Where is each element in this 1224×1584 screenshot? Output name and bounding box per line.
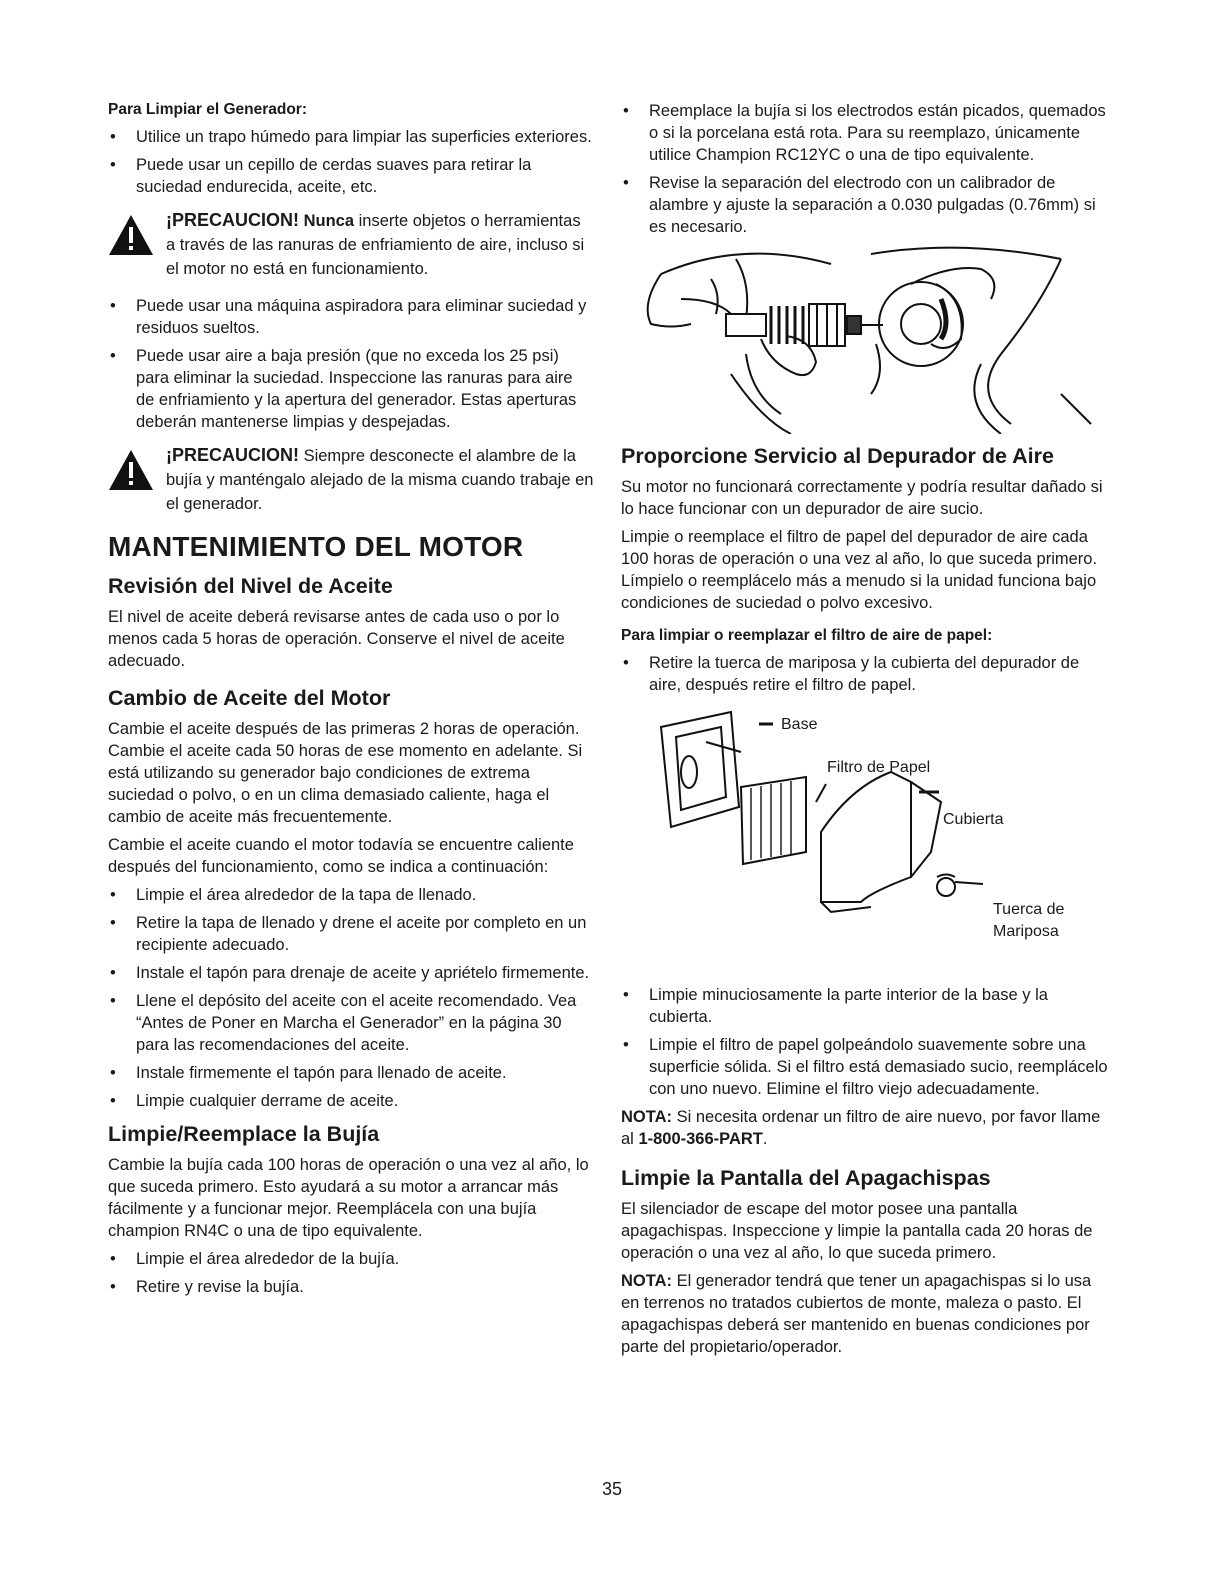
caution-text: Siempre desconecte el alambre de la bujía y manténgalo alejado de la misma cuando trabaje en el generador. (166, 447, 594, 513)
bullet: • (110, 156, 116, 174)
clean-generator-subheading: Para Limpiar el Generador: (108, 101, 307, 118)
list-item: • Limpie minuciosamente la parte interior de la base y la cubierta. (623, 986, 1048, 1026)
phone-number: 1-800-366-PART (638, 1130, 763, 1148)
diagram-label-wing-nut-2: Mariposa (993, 923, 1059, 940)
list-item: • Llene el depósito del aceite con el aceite recomendado. Vea “Antes de Poner en Marcha el Generador” en la página 30 para las recomendaciones del aceite. (110, 992, 577, 1054)
bullet: • (110, 992, 116, 1010)
note-label: NOTA: (621, 1272, 673, 1290)
heading-spark-arrester: Limpie la Pantalla del Apagachispas (621, 1166, 991, 1190)
bullet: • (623, 102, 629, 120)
list-item: • Limpie cualquier derrame de aceite. (110, 1092, 399, 1110)
bullet: • (110, 1064, 116, 1082)
list-item: • Puede usar una máquina aspiradora para eliminar suciedad y residuos sueltos. (110, 297, 587, 337)
paragraph-oil-change-2: Cambie el aceite cuando el motor todavía se encuentre caliente después del funcionamiento, como se indica a continuación: (108, 836, 574, 876)
bullet: • (110, 886, 116, 904)
caution-text: inserte objetos o herramientas a través de las ranuras de enfriamiento de aire, incluso si el motor no está en funcionamiento. (166, 212, 585, 278)
page-number: 35 (601, 1479, 623, 1499)
bullet: • (110, 1250, 116, 1268)
list-item: • Limpie el filtro de papel golpeándolo suavemente sobre una superficie sólida. Si el filtro está demasiado sucio, reemplácelo con uno nuevo. Elimine el filtro viejo adecuadamente. (623, 1036, 1108, 1098)
paragraph-air-cleaner-2: Limpie o reemplace el filtro de papel del depurador de aire cada 100 horas de operación o una vez al año, lo que suceda primero. Límpielo o reemplácelo más a menudo si la unidad funciona bajo condiciones de suciedad o polvo excesivo. (621, 528, 1098, 612)
warning-triangle-icon (108, 214, 154, 256)
air-filter-subheading: Para limpiar o reemplazar el filtro de aire de papel: (621, 627, 993, 644)
diagram-label-paper-filter: Filtro de Papel (827, 759, 931, 776)
bullet: • (110, 128, 116, 146)
list-item: • Limpie el área alrededor de la bujía. (110, 1250, 400, 1268)
bullet: • (110, 297, 116, 315)
list-item: • Puede usar aire a baja presión (que no exceda los 25 psi) para eliminar la suciedad. Inspeccione las ranuras para aire de enfriamiento y la apertura del generador. Estas aperturas deberán mantenerse limpias y despejadas. (110, 347, 577, 431)
list-item: • Puede usar un cepillo de cerdas suaves para retirar la suciedad endurecida, aceite, etc. (110, 156, 532, 196)
caution-title: ¡PRECAUCION! (166, 445, 299, 465)
right-column (621, 100, 1111, 1358)
bullet: • (110, 1278, 116, 1296)
note-label: NOTA: (621, 1108, 673, 1126)
bullet: • (110, 1092, 116, 1110)
bullet: • (623, 1036, 629, 1054)
clean-list-2 (108, 295, 594, 433)
caution-note-2 (108, 443, 594, 516)
bullet: • (110, 914, 116, 932)
paragraph-spark-arrester: El silenciador de escape del motor posee una pantalla apagachispas. Inspeccione y limpie la pantalla cada 20 horas de operación o una vez al año, lo que suceda primero. (621, 1200, 1093, 1262)
heading-air-cleaner: Proporcione Servicio al Depurador de Aire (621, 444, 1054, 468)
diagram-label-wing-nut-1: Tuerca de (993, 901, 1065, 918)
bullet: • (110, 964, 116, 982)
paragraph-air-cleaner-1: Su motor no funcionará correctamente y podría resultar dañado si lo hace funcionar con un depurador de aire sucio. (621, 478, 1103, 518)
paragraph-spark-plug: Cambie la bujía cada 100 horas de operación o una vez al año, lo que suceda primero. Esto ayudará a su motor a arrancar más fácilmente y a funcionar mejor. Reemplácela con una bujía champion RN4C o una de tipo equivalente. (108, 1156, 589, 1240)
list-item: • Instale firmemente el tapón para llenado de aceite. (110, 1064, 507, 1082)
note-text: El generador tendrá que tener un apagachispas si lo usa en terrenos no tratados cubiertos de monte, maleza o pasto. El apagachispas deberá ser mantenido en buenas condiciones por parte del propietario/operador. (621, 1272, 1092, 1356)
heading-oil-level: Revisión del Nivel de Aceite (108, 574, 393, 598)
bullet: • (110, 347, 116, 365)
paragraph-oil-change-1: Cambie el aceite después de las primeras 2 horas de operación. Cambie el aceite cada 50 horas de ese momento en adelante. Si está utilizando su generador bajo condiciones de extrema suciedad o polvo, o en un clima demasiado caliente, haga el cambio de aceite más frecuentemente. (108, 720, 583, 826)
caution-note-1 (108, 208, 594, 281)
diagram-label-base: Base (781, 716, 818, 733)
paragraph-oil-level: El nivel de aceite deberá revisarse antes de cada uso o por lo menos cada 5 horas de operación. Conserve el nivel de aceite adecuado. (108, 608, 565, 670)
list-item: • Revise la separación del electrodo con un calibrador de alambre y ajuste la separación a 0.030 pulgadas (0.76mm) si es necesario. (623, 174, 1096, 236)
heading-oil-change: Cambio de Aceite del Motor (108, 686, 391, 710)
bullet: • (623, 174, 629, 192)
heading-spark-plug: Limpie/Reemplace la Bujía (108, 1122, 380, 1146)
list-item: • Instale el tapón para drenaje de aceite y apriételo firmemente. (110, 964, 590, 982)
list-item: • Reemplace la bujía si los electrodos están picados, quemados o si la porcelana está rota. Para su reemplazo, únicamente utilice Champion RC12YC o una de tipo equivalente. (623, 102, 1106, 164)
warning-triangle-icon (108, 449, 154, 491)
spark-plug-list-continued (621, 100, 1111, 238)
list-item: • Retire la tuerca de mariposa y la cubierta del depurador de aire, después retire el filtro de papel. (623, 654, 1080, 694)
section-heading-engine-maintenance: MANTENIMIENTO DEL MOTOR (108, 531, 524, 562)
air-filter-list-2 (621, 984, 1111, 1100)
bullet: • (623, 654, 629, 672)
oil-change-list (108, 884, 594, 1112)
left-column (108, 100, 594, 1304)
note-spark-arrester (621, 1270, 1111, 1358)
clean-list (108, 126, 594, 198)
diagram-label-cover: Cubierta (943, 811, 1004, 828)
air-filter-list (621, 652, 1111, 696)
spark-plug-list (108, 1248, 594, 1298)
note-air-filter: NOTA: Si necesita ordenar un filtro de aire nuevo, por favor llame al 1-800-366-PART. (621, 1108, 1101, 1148)
list-item: • Utilice un trapo húmedo para limpiar las superficies exteriores. (110, 128, 592, 146)
caution-emphasis: Nunca (303, 212, 355, 230)
note-text: Si necesita ordenar un filtro de aire nuevo, por favor llame al (621, 1108, 1101, 1148)
caution-title: ¡PRECAUCION! (166, 210, 299, 230)
spark-plug-gap-illustration (621, 244, 1111, 434)
list-item: • Retire y revise la bujía. (110, 1278, 304, 1296)
list-item: • Limpie el área alrededor de la tapa de llenado. (110, 886, 477, 904)
bullet: • (623, 986, 629, 1004)
list-item: • Retire la tapa de llenado y drene el aceite por completo en un recipiente adecuado. (110, 914, 587, 954)
air-filter-diagram (621, 702, 1111, 984)
